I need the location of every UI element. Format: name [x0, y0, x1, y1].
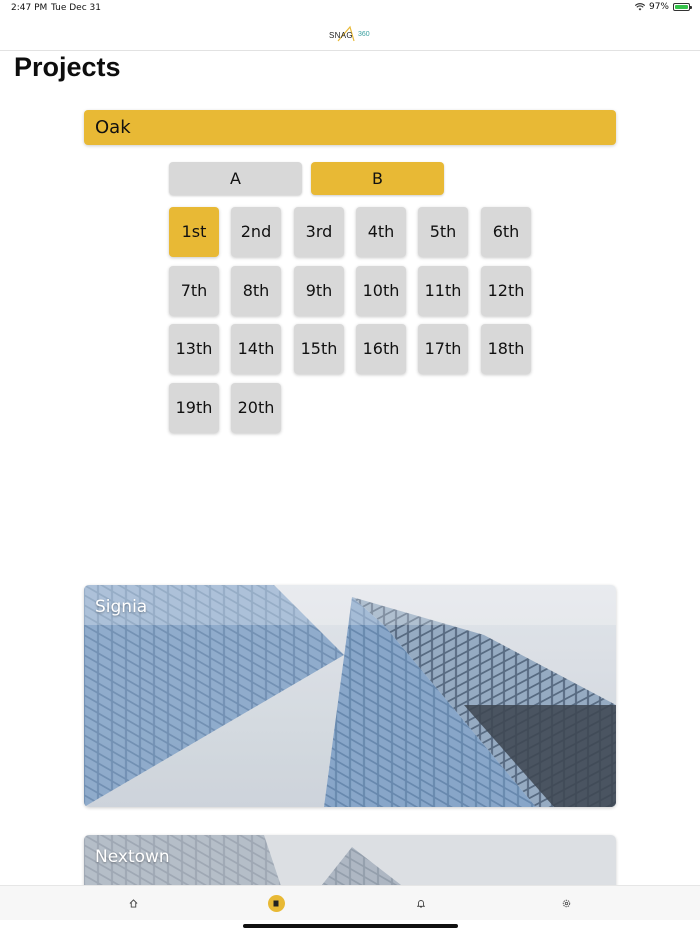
bottom-nav	[0, 885, 700, 920]
floor-button-19th[interactable]: 19th	[169, 383, 219, 433]
nav-projects[interactable]	[256, 886, 296, 921]
status-date: Tue Dec 31	[51, 3, 101, 13]
gear-icon	[562, 899, 571, 908]
status-bar	[0, 0, 700, 18]
status-indicators	[635, 2, 690, 12]
battery-icon	[673, 3, 690, 11]
bell-icon	[417, 899, 425, 908]
floor-button-4th[interactable]: 4th	[356, 207, 406, 257]
nav-home[interactable]	[113, 886, 153, 921]
floor-button-18th[interactable]: 18th	[481, 324, 531, 374]
floor-button-5th[interactable]: 5th	[418, 207, 468, 257]
floor-button-15th[interactable]: 15th	[294, 324, 344, 374]
battery-level	[675, 5, 688, 9]
floor-button-10th[interactable]: 10th	[356, 266, 406, 316]
floor-button-2nd[interactable]: 2nd	[231, 207, 281, 257]
page-title: Projects	[14, 52, 121, 82]
project-card-label: Signia	[95, 597, 148, 617]
floor-button-1st[interactable]: 1st	[169, 207, 219, 257]
tower-tab-b[interactable]: B	[311, 162, 444, 195]
project-card-signia[interactable]	[84, 585, 616, 807]
floor-button-11th[interactable]: 11th	[418, 266, 468, 316]
floor-button-16th[interactable]: 16th	[356, 324, 406, 374]
floor-button-13th[interactable]: 13th	[169, 324, 219, 374]
app-header	[0, 18, 700, 51]
project-header-label: Oak	[95, 117, 131, 138]
floor-button-7th[interactable]: 7th	[169, 266, 219, 316]
nav-notifications[interactable]	[401, 886, 441, 921]
logo-suffix: 360	[358, 31, 370, 38]
floor-button-12th[interactable]: 12th	[481, 266, 531, 316]
floor-button-6th[interactable]: 6th	[481, 207, 531, 257]
floor-button-14th[interactable]: 14th	[231, 324, 281, 374]
tower-tab-a[interactable]: A	[169, 162, 302, 195]
projects-icon	[273, 900, 279, 907]
project-card-label: Nextown	[95, 847, 170, 867]
battery-percent: 97%	[648, 2, 669, 12]
logo-text: SNAG	[329, 31, 353, 40]
building-photo	[84, 585, 616, 807]
floor-button-17th[interactable]: 17th	[418, 324, 468, 374]
floor-button-8th[interactable]: 8th	[231, 266, 281, 316]
project-header-oak[interactable]	[84, 110, 616, 145]
nav-active-indicator	[268, 895, 285, 912]
floor-button-3rd[interactable]: 3rd	[294, 207, 344, 257]
floor-button-9th[interactable]: 9th	[294, 266, 344, 316]
nav-settings[interactable]	[546, 886, 586, 921]
status-time: 2:47 PM	[11, 3, 48, 13]
wifi-icon	[635, 3, 645, 11]
floor-button-20th[interactable]: 20th	[231, 383, 281, 433]
home-indicator	[243, 924, 458, 928]
home-icon	[129, 899, 138, 908]
app-logo	[328, 27, 376, 43]
